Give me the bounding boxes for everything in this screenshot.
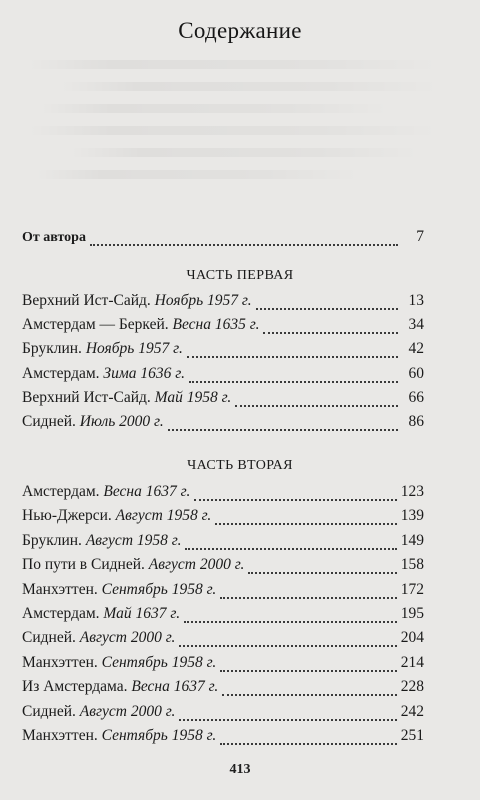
toc-entry-place: Амстердам — Беркей. <box>22 316 169 334</box>
toc-entry-place: Верхний Ист-Сайд. <box>22 292 151 309</box>
toc-entry-date: Май 1637 г. <box>103 605 181 622</box>
toc-entry-title <box>22 413 164 431</box>
toc-entry[interactable] <box>22 340 424 364</box>
toc-entry-title <box>22 389 231 407</box>
toc-entry-page: 149 <box>400 531 424 549</box>
toc-entry-date: Сентябрь 1958 г. <box>101 653 217 671</box>
toc-entry-page: 60 <box>408 364 424 382</box>
dot-leader <box>90 244 398 246</box>
toc-entry-title <box>22 605 180 623</box>
dot-leader <box>179 645 396 647</box>
toc-entry-place: Бруклин. <box>22 340 82 358</box>
toc-entry-page: 123 <box>400 483 424 500</box>
toc-entry-title <box>22 654 216 672</box>
dot-leader <box>263 332 398 334</box>
toc-entry-place: Амстердам. <box>22 483 100 500</box>
toc-entry-date: Весна 1637 г. <box>103 483 191 500</box>
toc-entry-title <box>22 629 175 647</box>
toc-entry-date: Август 2000 г. <box>148 556 245 574</box>
toc-entry-date: Сентябрь 1958 г. <box>101 727 217 744</box>
toc-entry-date: Май 1958 г. <box>154 388 232 406</box>
toc-entry-place: Амстердам. <box>22 605 100 622</box>
toc-entry-page: 195 <box>400 605 424 622</box>
toc-entry-author[interactable] <box>22 228 424 252</box>
toc-entry-place: Сидней. <box>22 413 76 430</box>
toc-entry-page: 242 <box>400 702 424 720</box>
part-heading: ЧАСТЬ ВТОРАЯ <box>187 458 293 473</box>
toc-entry-page: 228 <box>400 678 424 696</box>
toc-entry-place: Манхэттен. <box>22 727 98 744</box>
toc-entry-title <box>22 703 175 721</box>
toc-entry-place: Из Амстердама. <box>22 678 128 696</box>
toc-entry-date: Август 2000 г. <box>79 702 176 720</box>
part-heading: ЧАСТЬ ПЕРВАЯ <box>186 268 294 283</box>
toc-entry[interactable] <box>22 678 424 702</box>
toc-entry-place: Сидней. <box>22 702 76 720</box>
toc-entry-place: Сидней. <box>22 629 76 647</box>
toc-entry[interactable] <box>22 654 424 678</box>
toc-entry-date: Август 1958 г. <box>115 507 212 525</box>
toc-entry-place: Манхэттен. <box>22 580 98 598</box>
dot-leader <box>222 694 396 696</box>
toc-entry-title <box>22 316 259 334</box>
toc-entry-place: По пути в Сидней. <box>22 556 145 574</box>
toc-entry-page: 214 <box>400 653 424 671</box>
dot-leader <box>184 621 397 623</box>
toc-entry[interactable] <box>22 727 424 751</box>
dot-leader <box>189 381 398 383</box>
dot-leader <box>256 308 398 310</box>
toc-entry-page: 251 <box>400 727 424 744</box>
toc-entry-date: Сентябрь 1958 г. <box>101 580 217 598</box>
toc-entry-date: Ноябрь 1957 г. <box>154 292 252 309</box>
toc-entry-page: 7 <box>416 228 424 245</box>
dot-leader <box>248 572 396 574</box>
toc-entry-title <box>22 292 252 310</box>
dot-leader <box>215 523 396 525</box>
toc-entry-title <box>22 678 218 696</box>
toc-entry-page: 66 <box>408 388 424 406</box>
toc-entry[interactable] <box>22 316 424 340</box>
dot-leader <box>185 548 396 550</box>
toc-entry-date: Ноябрь 1957 г. <box>85 340 183 358</box>
dot-leader <box>187 356 398 358</box>
page-number: 413 <box>229 762 251 777</box>
toc-entry-date: Весна 1635 г. <box>172 316 260 334</box>
toc-entry[interactable] <box>22 389 424 413</box>
toc-entry-page: 34 <box>408 316 424 334</box>
toc-entry-page: 158 <box>400 556 424 574</box>
toc-entry[interactable] <box>22 532 424 556</box>
toc-entry[interactable] <box>22 629 424 653</box>
toc-entry-label: От автора <box>22 230 86 245</box>
toc-entry-page: 86 <box>408 413 424 430</box>
toc-entry[interactable] <box>22 413 424 437</box>
toc-entry-place: Манхэттен. <box>22 653 98 671</box>
toc-entry-title <box>22 483 190 501</box>
toc-entry-date: Зима 1636 г. <box>103 364 185 382</box>
toc-entry-date: Август 2000 г. <box>79 629 176 647</box>
toc-entry-place: Амстердам. <box>22 364 100 382</box>
toc-entry[interactable] <box>22 483 424 507</box>
toc-entry-page: 42 <box>408 340 424 358</box>
toc-entry-date: Июль 2000 г. <box>79 413 164 430</box>
dot-leader <box>220 743 396 745</box>
page-title: Содержание <box>178 18 302 43</box>
toc-entry-place: Верхний Ист-Сайд. <box>22 388 151 406</box>
toc-entry-title <box>22 556 244 574</box>
dot-leader <box>168 429 398 431</box>
dot-leader <box>220 670 396 672</box>
toc-entry[interactable] <box>22 605 424 629</box>
toc-entry-title <box>22 340 183 358</box>
dot-leader <box>235 405 398 407</box>
toc-entry[interactable] <box>22 581 424 605</box>
toc-entry-title <box>22 581 216 599</box>
toc-entry-title <box>22 507 211 525</box>
toc-entry-title <box>22 727 216 745</box>
dot-leader <box>194 499 396 501</box>
dot-leader <box>179 719 396 721</box>
toc-entry[interactable] <box>22 507 424 531</box>
toc-entry-title <box>22 532 181 550</box>
toc-entry[interactable] <box>22 703 424 727</box>
toc-entry-page: 13 <box>408 292 424 309</box>
toc-entry-page: 172 <box>400 580 424 598</box>
toc-entry[interactable] <box>22 292 424 316</box>
toc-entry-place: Бруклин. <box>22 531 82 549</box>
toc-entry[interactable] <box>22 556 424 580</box>
toc-entry-date: Весна 1637 г. <box>131 678 219 696</box>
toc-entry-date: Август 1958 г. <box>85 531 182 549</box>
toc-entry-page: 204 <box>400 629 424 647</box>
toc-entry-page: 139 <box>400 507 424 525</box>
dot-leader <box>220 597 396 599</box>
toc-entry[interactable] <box>22 365 424 389</box>
toc-entry-title <box>22 365 185 383</box>
toc-entry-place: Нью-Джерси. <box>22 507 112 525</box>
